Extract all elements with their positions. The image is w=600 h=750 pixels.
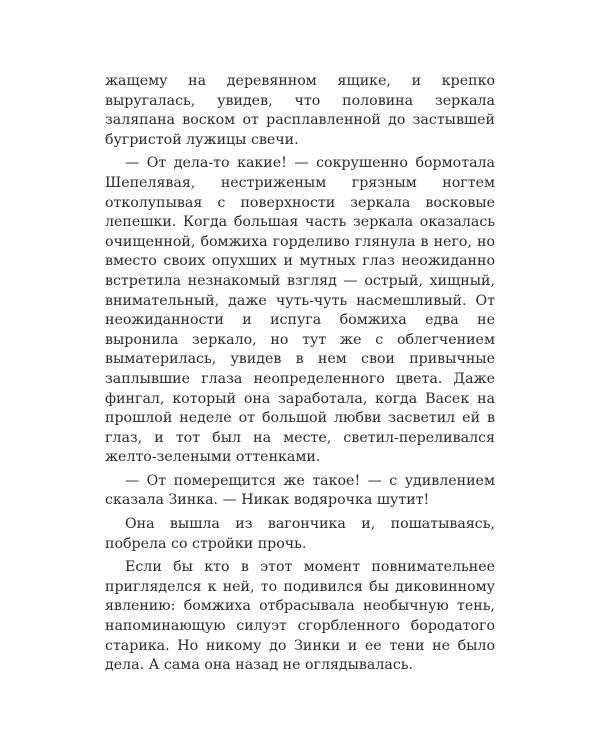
body-text <box>105 72 495 676</box>
paragraph-shadow: Если бы кто в этот момент повнимательнее пригляделся к ней, то подивился бы диковинному явлению: бомжиха отбрасывала необычную тень, напоминающую силуэт сгорбленного бородатого старика. Но никому до Зинки и ее тени не было дела. А сама она назад не оглядывалась. <box>105 559 495 674</box>
paragraph-dialogue-zinka: — От померещится же такое! — с удивлением сказала Зинка. — Никак водярочка шутит! <box>105 472 495 509</box>
paragraph-continued: жащему на деревянном ящике, и крепко выругалась, увидев, что половина зеркала заляпана воском от расплавленной до застывшей бугристой лужицы свечи. <box>105 73 495 148</box>
paragraph-dialogue-shepelyavaya: — От дела-то какие! — сокрушенно бормотала Шепелявая, нестриженым грязным ногтем отколупывая с поверхности зеркала восковые лепешки. Когда большая часть зеркала оказалась очищенной, бомжиха горделиво глянула в него, но вместо своих опухших и мутных глаз неожиданно встретила незнакомый взгляд — острый, хищный, внимательный, даже чуть-чуть насмешливый. От неожиданности и испуга бомжиха едва не выронила зеркало, но тут же с облегчением выматерилась, увидев в нем свои привычные заплывшие глаза неопределенного цвета. Даже фингал, который она заработала, когда Васек на прошлой неделе от большой любви засветил ей в глаз, и тот был на месте, светил-переливался желто-зелеными оттенками. <box>105 155 495 466</box>
paragraph-leaving: Она вышла из вагончика и, пошатываясь, побрела со стройки прочь. <box>105 516 495 552</box>
